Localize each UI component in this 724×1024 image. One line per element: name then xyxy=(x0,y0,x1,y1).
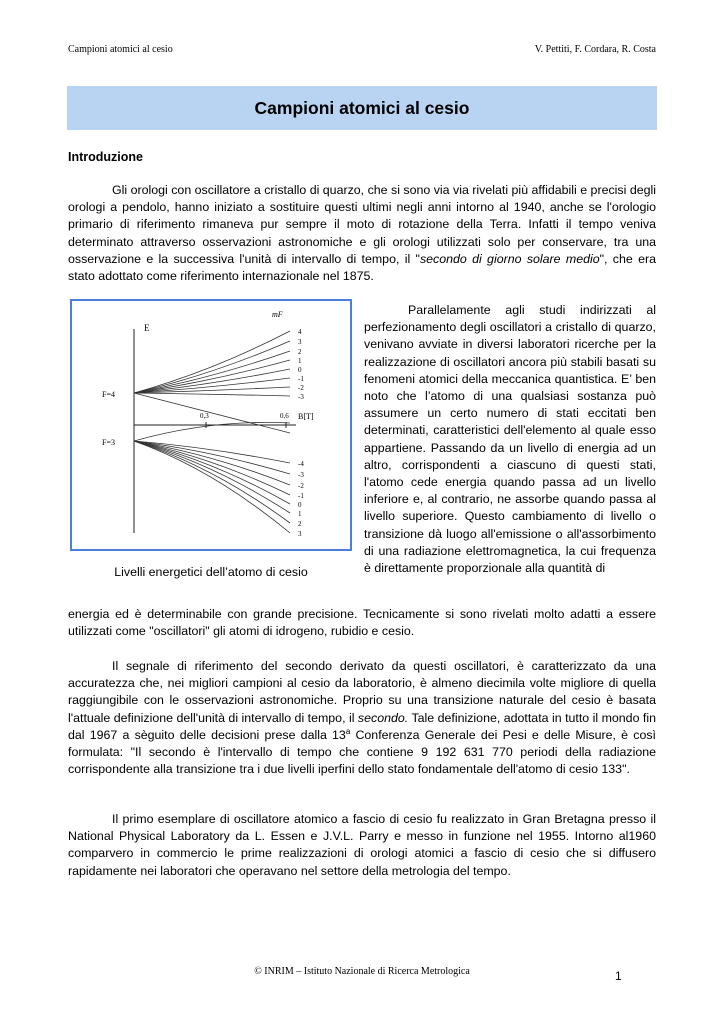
paragraph-3 xyxy=(68,658,656,778)
f4-mf-labels xyxy=(298,328,304,401)
p4-text: Il primo esemplare di oscillatore atomico a fascio di cesio fu realizzato in Gran Bretagna presso il National Physical Laboratory da L. Essen e J.V.L. Parry e messo in funzione nel 1955. Intorno al1960 comparvero in commercio le prime realizzazioni di orologi atomici a fascio di cesio che si diffusero rapidamente nei laboratori che operavano nel settore della metrologia del tempo. xyxy=(68,812,656,878)
f3-mf-labels xyxy=(298,460,304,538)
f4-sublevel-line xyxy=(134,393,290,396)
f4-mf-label: 3 xyxy=(298,338,302,346)
energy-levels-figure xyxy=(70,299,352,551)
page-number: 1 xyxy=(615,969,622,983)
f3-mf-label: 2 xyxy=(298,520,302,528)
p3-emphasis: secondo. xyxy=(357,710,409,725)
f4-mf-label: 0 xyxy=(298,366,302,374)
f3-mf-label: 3 xyxy=(298,530,302,538)
document-title: Campioni atomici al cesio xyxy=(254,97,470,118)
paragraph-2-wrapped xyxy=(364,302,656,577)
p1-emphasis: secondo di giorno solare medio xyxy=(419,251,600,266)
p1-text-b: ", che era stato adottato come riferimento internazionale nel 1875. xyxy=(68,251,656,284)
mf-label: mF xyxy=(272,310,283,319)
p3-text-c: Conferenza Generale dei Pesi e delle Misure, è così formulata: "Il secondo è l'intervallo di tempo che contiene 9 192 631 770 periodi della radiazione corrispondente alla transizione tra i due livelli iperfini dello stato fondamentale dell'atomo di cesio 133". xyxy=(68,727,656,777)
tick-06-label: 0,6 xyxy=(280,412,289,420)
f4-mf-label: 2 xyxy=(298,348,302,356)
p1-text-a: Gli orologi con oscillatore a cristallo di quarzo, che si sono via via rivelati più affidabili e precisi degli orologi a pendolo, hanno iniziato a sostituire questi ultimi negli anni intorno al 1940, anche se l'orologio primario di riferimento rimaneva pur sempre il moto di rotazione della Terra. Infatti il tempo veniva determinato attraverso osservazioni astronomiche e gli orologi utilizzati solo per conservare, tra una osservazione e la successiva l'unità di intervallo di tempo, il " xyxy=(68,183,656,266)
f3-mf-label: -3 xyxy=(298,471,304,479)
p3-text-b: Tale definizione, adottata in tutto il mondo fin dal 1967 a sèguito delle decisioni prese dalla 13 xyxy=(68,710,656,742)
f3-label: F=3 xyxy=(102,438,115,447)
f4-descending-line xyxy=(134,393,290,433)
f3-mf-label: 0 xyxy=(298,501,302,509)
f3-mf-label: -1 xyxy=(298,492,304,500)
f4-mf-label: -3 xyxy=(298,393,304,401)
paragraph-4 xyxy=(68,811,656,880)
f3-mf-label: -4 xyxy=(298,460,304,468)
b-axis-label: B[T] xyxy=(298,412,314,421)
paragraph-2-continued: energia ed è determinabile con grande precisione. Tecnicamente si sono rivelati molto adatti a essere utilizzati come "oscillatori" gli atomi di idrogeno, rubidio e cesio. xyxy=(68,607,656,639)
f3-sublevel-line xyxy=(134,441,290,513)
tick-03-label: 0,3 xyxy=(200,412,209,420)
title-banner xyxy=(67,86,657,130)
f3-mf-label: -2 xyxy=(298,482,304,490)
energy-levels-diagram xyxy=(72,301,350,549)
f3-sublevel-line xyxy=(134,441,290,523)
paragraph-1 xyxy=(68,182,656,285)
f4-sublevel-lines xyxy=(134,331,290,433)
f3-sublevel-lines xyxy=(134,422,290,533)
page-footer: © INRIM – Istituto Nazionale di Ricerca Metrologica xyxy=(254,966,470,977)
p3-superscript: a xyxy=(345,726,351,736)
f4-mf-label: 4 xyxy=(298,328,302,336)
f4-mf-label: -1 xyxy=(298,375,304,383)
running-header-title: Campioni atomici al cesio xyxy=(68,44,173,55)
f3-mf-label: 1 xyxy=(298,510,302,518)
f4-sublevel-line xyxy=(134,331,290,393)
running-header-authors: V. Pettiti, F. Cordara, R. Costa xyxy=(534,44,656,55)
f4-mf-label: 1 xyxy=(298,357,302,365)
f3-sublevel-line xyxy=(134,441,290,533)
f4-label: F=4 xyxy=(102,390,115,399)
section-heading: Introduzione xyxy=(68,150,143,164)
f4-mf-label: -2 xyxy=(298,384,304,392)
figure-caption: Livelli energetici dell’atomo di cesio xyxy=(114,565,308,579)
e-axis-label: E xyxy=(144,323,150,333)
p3-text-a: Il segnale di riferimento del secondo derivato da questi oscillatori, è caratterizzato da una accuratezza che, nei migliori campioni al cesio da laboratorio, è almeno diecimila volte migliore di quella raggiungibile con le osservazioni astronomiche. Proprio su una transizione naturale del cesio è basata l'attuale definizione dell'unità di intervallo di tempo, il xyxy=(68,659,656,725)
p2-side-text: Parallelamente agli studi indirizzati al perfezionamento degli oscillatori a cristallo di quarzo, venivano avviate in diversi laboratori ricerche per la realizzazione di oscillatori ancora più stabili basati su fenomeni atomici della meccanica quantistica. E’ ben noto che l’atomo di una qualsiasi sostanza può assumere un certo numero di stati eccitati ben determinati, caratteristici dell'elemento al quale esso appartiene. Passando da un livello di energia ad un altro, corrispondenti a ciascuno di questi stati, l'atomo cede energia quando passa ad un livello inferiore e, al contrario, ne assorbe quando passa al livello superiore. Questo cambiamento di livello o transizione dà luogo all'emissione o all'assorbimento di una radiazione elettromagnetica, la cui frequenza è direttamente proporzionale alla quantità di xyxy=(364,303,656,576)
